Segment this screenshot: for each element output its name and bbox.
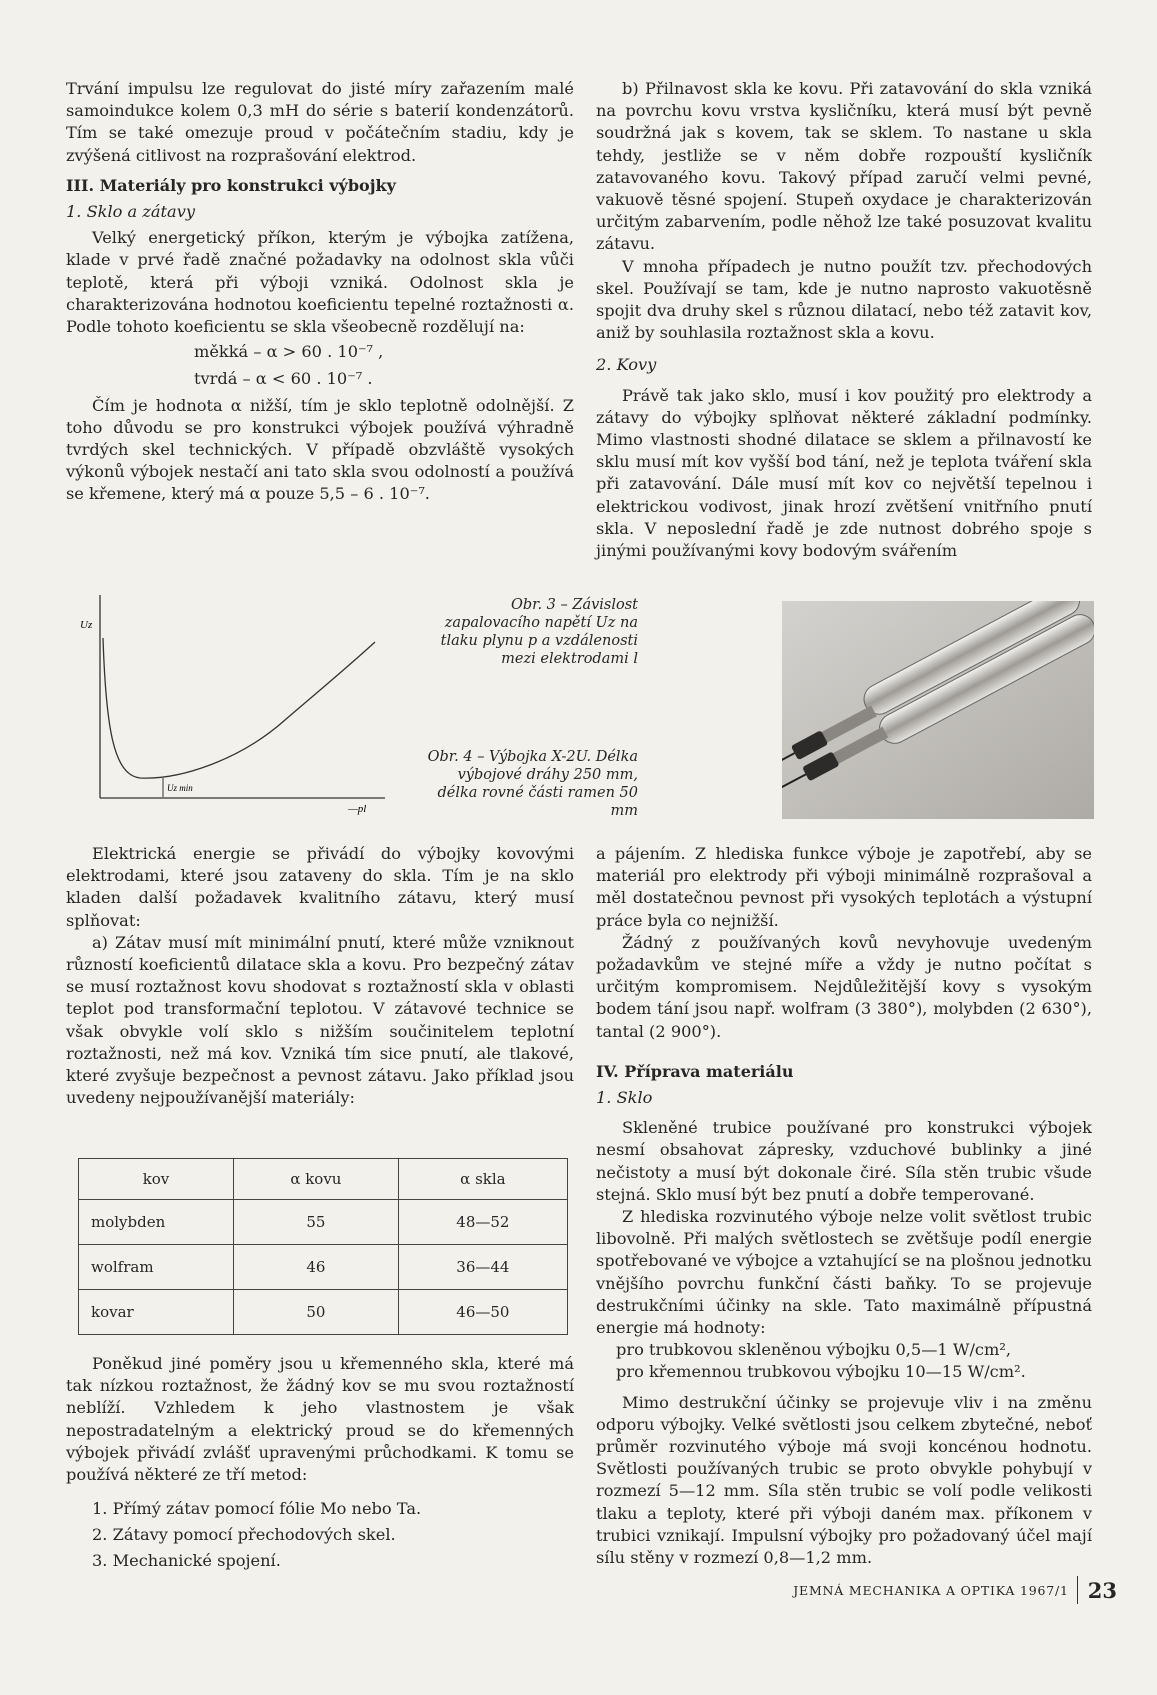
methods-list	[66, 1496, 574, 1574]
paragraph-impulse: Trvání impulsu lze regulovat do jisté míry zařazením malé samoindukce kolem 0,3 mH do série s baterií kondenzátorů. Tím se také omezuje proud v počátečním stadiu, kdy je zvýšená citlivost na rozprašování elektrod.	[66, 79, 574, 165]
table-cell: molybden	[79, 1200, 234, 1245]
footer-divider	[1077, 1576, 1078, 1604]
paragraph-energy: Velký energetický příkon, kterým je výbojka zatížena, klade v prvé řadě značné požadavky na odolnost skla vůči teplotě, která při výboji vzniká. Odolnost skla je charakterizována hodnotou koeficientu tepelné roztažnosti α. Podle tohoto koeficientu se skla všeobecně rozdělují na:	[66, 228, 574, 337]
page-number: 23	[1087, 1577, 1117, 1603]
left-column-quartz	[66, 1353, 574, 1574]
left-column-top	[66, 78, 574, 506]
paragraph-quartz: Poněkud jiné poměry jsou u křemenného skla, které má tak nízkou roztažnost, že žádný kov se mu svou roztažností neblíží. Vzhledem k jeho vlastnostem je však nepostradatelným a elektrický proud se do křemenných výbojek přivádí zvlášť upravenými průchodkami. K tomu se používá některé ze tří metod:	[66, 1354, 574, 1485]
left-column-bottom	[66, 843, 574, 1109]
list-item: 2. Zátavy pomocí přechodových skel.	[92, 1525, 396, 1545]
paragraph-alpha: Čím je hodnota α nižší, tím je sklo teplotně odolnější. Z toho důvodu se pro konstrukci výbojek používá výhradně tvrdých skel technických. V případě obzvláště vysokých výkonů výbojek nestačí ani tato skla svou odolností a používá se křemene, který má α pouze 5,5 – 6 . 10⁻⁷.	[66, 395, 574, 504]
page-footer	[793, 1576, 1117, 1604]
materials-table	[78, 1158, 568, 1335]
paragraph-metals: Právě tak jako sklo, musí i kov použitý pro elektrody a zátavy do výbojky splňovat některé základní podmínky. Mimo vlastnosti shodné dilatace se sklem a přilnavostí ke sklu musí mít kov vyšší bod tání, než je teplota tváření skla při zatavování. Dále musí mít kov co největší tepelnou i elektrickou vodivost, jinak hrozí zvětšení vnitřního pnutí skla. V neposlední řadě je zde nutnost dobrého spoje s jinými používanými kovy bodovým svářením	[596, 385, 1092, 561]
paragraph-transition-glass: V mnoha případech je nutno použít tzv. přechodových skel. Používají se tam, kde je nutno naprosto vakuotěsně spojit dva druhy skel s různou dilatací, nebo též zatavit kov, aniž by souhlasila roztažnost skla a kovu.	[596, 256, 1092, 343]
y-axis-label: Uz	[80, 619, 93, 631]
paragraph-seal-stress: a) Zátav musí mít minimální pnutí, které může vzniknout růzností koeficientů dilatace skla a kovu. Pro bezpečný zátav se musí roztažnost kovu shodovat s roztažností skla v oblasti teplot pod transformační teplotou. V zátavové technice se však obvykle volí sklo s nižším součinitelem teplotní roztažnosti, než má kov. Vzniká tím sice pnutí, ale tlakové, které zvyšuje bezpečnost a pevnost zátavu. Jako příklad jsou uvedeny nejpoužívanější materiály:	[66, 932, 574, 1108]
right-column-bottom	[596, 843, 1092, 1569]
table-row	[79, 1200, 568, 1245]
x-axis-label: —pl	[348, 803, 367, 815]
paragraph-resistance: Mimo destrukční účinky se projevuje vliv i na změnu odporu výbojky. Velké světlosti jsou celkem zbytečné, neboť průměr rozvinutého výboje má svoji koncénou hodnotu. Světlosti používaných trubic se proto obvykle pohybují v rozmezí 5—12 mm. Síla stěn trubic se volí podle velikosti tlaku a teploty, které při výboji daném max. příkonem v trubici vznikají. Impulsní výbojky pro požadovaný účel mají sílu stěny v rozmezí 0,8—1,2 mm.	[596, 1392, 1092, 1568]
caption-figure-4: Obr. 4 – Výbojka X-2U. Délka výbojové dráhy 250 mm, délka rovné části ramen 50 mm	[427, 749, 638, 819]
paragraph-metal-compromise: Žádný z používaných kovů nevyhovuje uvedeným požadavkům ve stejné míře a vždy je nutno počítat s určitým kompromisem. Nejdůležitější kovy s vysokým bodem tání jsou např. wolfram (3 380°), molybden (2 630°), tantal (2 900°).	[596, 932, 1092, 1041]
lamp-photo	[782, 601, 1094, 819]
paragraph-electrodes: Elektrická energie se přivádí do výbojky kovovými elektrodami, které jsou zataveny do skla. Tím je na sklo kladen další požadavek kvalitního zátavu, který musí splňovat:	[66, 844, 574, 930]
table-cell: kovar	[79, 1290, 234, 1335]
table-row	[79, 1290, 568, 1335]
caption-figure-3: Obr. 3 – Závislost zapalovacího napětí Uz na tlaku plynu p a vzdálenosti mezi elektrodami l	[440, 597, 638, 667]
formula-glass-lamp: pro trubkovou skleněnou výbojku 0,5—1 W/cm²,	[616, 1340, 1011, 1360]
formula-hard: tvrdá – α < 60 . 10⁻⁷ .	[194, 369, 373, 389]
table-cell: 46—50	[398, 1290, 567, 1335]
subheading-glass: 1. Sklo a zátavy	[66, 202, 195, 222]
section-heading-iii: III. Materiály pro konstrukci výbojky	[66, 175, 396, 195]
table-header: kov	[79, 1159, 234, 1200]
table-cell: wolfram	[79, 1245, 234, 1290]
paragraph-glass-tubes: Skleněné trubice používané pro konstrukci výbojek nesmí obsahovat zápresky, vzduchové bublinky a jiné nečistoty a musí být dokonale čiré. Síla stěn trubic všude stejná. Sklo musí být bez pnutí a dobře temperované.	[596, 1118, 1092, 1204]
table-cell: 48—52	[398, 1200, 567, 1245]
table-cell: 50	[234, 1290, 399, 1335]
journal-name: JEMNÁ MECHANIKA A OPTIKA 1967/1	[793, 1582, 1069, 1598]
subheading-glass-prep: 1. Sklo	[596, 1088, 653, 1108]
table-cell: 36—44	[398, 1245, 567, 1290]
ignition-voltage-curve	[103, 638, 375, 778]
table-row	[79, 1245, 568, 1290]
table-header-row	[79, 1159, 568, 1200]
formula-soft: měkká – α > 60 . 10⁻⁷ ,	[194, 342, 384, 362]
subheading-metals: 2. Kovy	[596, 355, 657, 375]
min-voltage-label: Uz min	[167, 783, 193, 793]
table-cell: 46	[234, 1245, 399, 1290]
paragraph-adhesion: b) Přilnavost skla ke kovu. Při zatavování do skla vzniká na povrchu kovu vrstva kysličníku, která musí být pevně soudržná jak s kovem, tak se sklem. To nastane u skla tehdy, jestliže se v něm dobře rozpouští kysličník zatavovaného kovu. Takový případ zaručí velmi pevné, vakuově těsné spojení. Stupeň oxydace je charakterizován určitým zabarvením, podle něhož lze také posuzovat kvalitu zátavu.	[596, 79, 1092, 254]
paragraph-soldering: a pájením. Z hlediska funkce výboje je zapotřebí, aby se materiál pro elektrody při výboji minimálně rozprašoval a měl dostatečnou pevnost při vysokých teplotách a výstupní práce byla co nejnižší.	[596, 844, 1092, 930]
list-item: 3. Mechanické spojení.	[92, 1551, 281, 1571]
paragraph-tube-bore: Z hlediska rozvinutého výboje nelze volit světlost trubic libovolně. Při malých světlostech se zvětšuje podíl energie spotřebované ve výbojce a vztahující se na plošnou jednotku vnějšího povrchu funkční části baňky. To se projevuje destrukčními účinky na skle. Tato maximálně přípustná energie má hodnoty:	[596, 1207, 1092, 1338]
table-header: α skla	[398, 1159, 567, 1200]
ignition-voltage-graph	[70, 590, 400, 820]
section-heading-iv: IV. Příprava materiálu	[596, 1061, 794, 1081]
table-cell: 55	[234, 1200, 399, 1245]
formula-quartz-lamp: pro křemennou trubkovou výbojku 10—15 W/cm².	[616, 1362, 1026, 1382]
list-item: 1. Přímý zátav pomocí fólie Mo nebo Ta.	[92, 1499, 422, 1519]
table-header: α kovu	[234, 1159, 399, 1200]
right-column-top	[596, 78, 1092, 562]
